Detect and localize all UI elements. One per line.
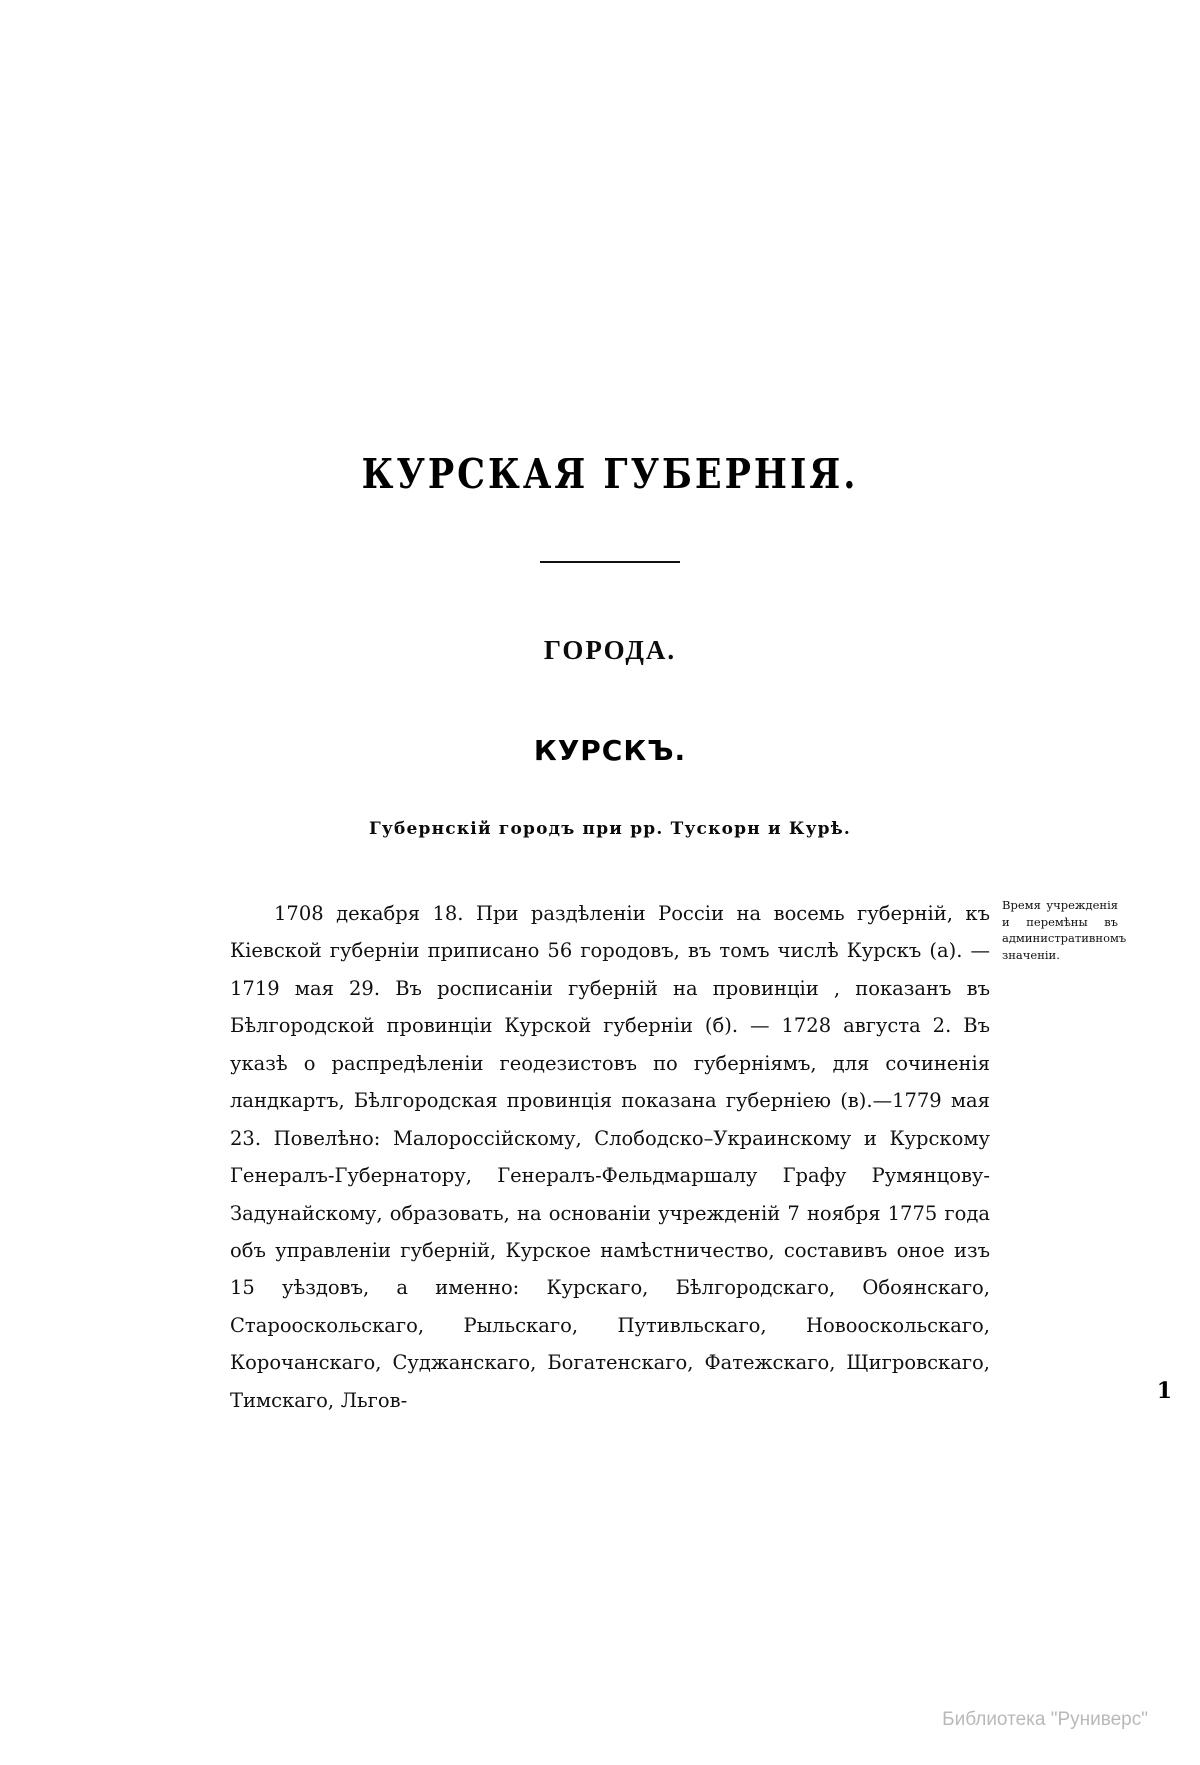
body-block — [230, 895, 1127, 1419]
divider-rule — [540, 561, 680, 563]
page-number: 1 — [1156, 1378, 1172, 1404]
section-heading: ГОРОДА. — [543, 635, 677, 665]
page-content — [230, 0, 1127, 1439]
body-paragraph — [230, 895, 990, 1419]
body-paragraph-text: 1708 декабря 18. При раздѣленіи Россіи на восемь губерній, къ Кіевской губерніи приписано 56 городовъ, въ томъ числѣ Курскъ (а). — 1719 мая 29. Въ росписаніи губерній на провинціи , показанъ въ Бѣлгородской провинціи Курской губерніи (б). — 1728 августа 2. Въ указѣ о распредѣленіи геодезистовъ по губерніямъ, для сочиненія ландкартъ, Бѣлгородская провинція показана губерніею (в).—1779 мая 23. Повелѣно: Малороссійскому, Слободско–Украинскому и Курскому Генералъ-Губернатору, Генералъ-Фельдмаршалу Графу Румянцову-Задунайскому, образовать, на основаніи учрежденій 7 ноября 1775 года объ управленіи губерній, Курское намѣстничество, составивъ оное изъ 15 уѣздовъ, а именно: Курскаго, Бѣлгородскаго, Обоянскаго, Старооскольскаго, Рыльскаго, Путивльскаго, Новооскольскаго, Корочанскаго, Суджанскаго, Богатенскаго, Фатежскаго, Щигровскаго, Тимскаго, Льгов- — [230, 902, 990, 1412]
city-subtitle: Губернскій городъ при рр. Тускорн и Курѣ. — [368, 819, 852, 839]
margin-note: Время учрежденія и перемѣны въ административномъ значеніи. — [1002, 898, 1127, 963]
page-title: КУРСКАЯ ГУБЕРНІЯ. — [361, 450, 859, 499]
library-watermark: Библиотека "Руниверс" — [942, 1709, 1148, 1730]
city-heading: КУРСКЪ. — [533, 734, 687, 767]
